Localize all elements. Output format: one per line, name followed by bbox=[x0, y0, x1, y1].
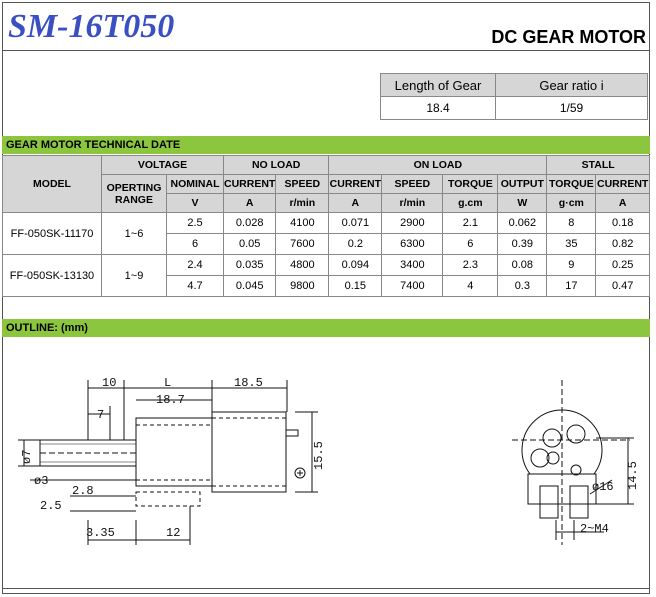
cell: 0.08 bbox=[498, 255, 547, 276]
gear-ratio-value: 1/59 bbox=[496, 97, 648, 120]
cell: 0.2 bbox=[329, 234, 382, 255]
cell: 0.05 bbox=[224, 234, 276, 255]
cell: 0.071 bbox=[329, 213, 382, 234]
unit-gcm-stall: g·cm bbox=[547, 194, 596, 213]
cell: 4 bbox=[443, 276, 498, 297]
unit-w: W bbox=[498, 194, 547, 213]
dim-2-8: 2.8 bbox=[72, 484, 94, 498]
model-name: FF-050SK-13130 bbox=[3, 255, 102, 297]
cell: 9 bbox=[547, 255, 596, 276]
model-range: 1~6 bbox=[102, 213, 167, 255]
gear-ratio-header: Gear ratio i bbox=[496, 74, 648, 97]
unit-v: V bbox=[167, 194, 224, 213]
cell: 2.4 bbox=[167, 255, 224, 276]
cell: 0.045 bbox=[224, 276, 276, 297]
tech-data-title: GEAR MOTOR TECHNICAL DATE bbox=[6, 139, 181, 151]
cell: 6 bbox=[443, 234, 498, 255]
model-range: 1~9 bbox=[102, 255, 167, 297]
cell: 2.5 bbox=[167, 213, 224, 234]
unit-a-onload: A bbox=[329, 194, 382, 213]
cell: 0.47 bbox=[596, 276, 650, 297]
unit-gcm-onload: g.cm bbox=[443, 194, 498, 213]
cell: 2.3 bbox=[443, 255, 498, 276]
cell: 0.82 bbox=[596, 234, 650, 255]
dim-18-7: 18.7 bbox=[156, 393, 185, 407]
cell: 9800 bbox=[276, 276, 329, 297]
cell: 7600 bbox=[276, 234, 329, 255]
nominal-header: NOMINAL bbox=[167, 175, 224, 194]
dim-12: 12 bbox=[166, 526, 181, 540]
side-view-labels bbox=[20, 376, 326, 540]
onload-current-header: CURRENT bbox=[329, 175, 382, 194]
cell: 0.18 bbox=[596, 213, 650, 234]
product-subtitle: DC GEAR MOTOR bbox=[491, 27, 646, 47]
end-view-labels bbox=[580, 461, 640, 536]
noload-header: NO LOAD bbox=[224, 156, 329, 175]
dim-phi3: ø3 bbox=[34, 474, 49, 488]
voltage-header: VOLTAGE bbox=[102, 156, 224, 175]
dim-14-5: 14.5 bbox=[626, 461, 640, 490]
cell: 7400 bbox=[382, 276, 443, 297]
onload-torque-header: TORQUE bbox=[443, 175, 498, 194]
cell: 2.1 bbox=[443, 213, 498, 234]
cell: 8 bbox=[547, 213, 596, 234]
product-title: SM-16T050 bbox=[8, 8, 175, 45]
dim-2-5: 2.5 bbox=[40, 499, 62, 513]
cell: 0.39 bbox=[498, 234, 547, 255]
unit-a-noload: A bbox=[224, 194, 276, 213]
stall-header: STALL bbox=[547, 156, 650, 175]
cell: 0.094 bbox=[329, 255, 382, 276]
onload-speed-header: SPEED bbox=[382, 175, 443, 194]
gear-length-value: 18.4 bbox=[381, 97, 496, 120]
dim-2-m4: 2~M4 bbox=[580, 522, 609, 536]
unit-rmin-onload: r/min bbox=[382, 194, 443, 213]
cell: 0.15 bbox=[329, 276, 382, 297]
gear-length-header: Length of Gear bbox=[381, 74, 496, 97]
unit-a-stall: A bbox=[596, 194, 650, 213]
cell: 3400 bbox=[382, 255, 443, 276]
model-name: FF-050SK-11170 bbox=[3, 213, 102, 255]
cell: 4.7 bbox=[167, 276, 224, 297]
dim-10: 10 bbox=[102, 376, 117, 390]
dim-3-35: 3.35 bbox=[86, 526, 115, 540]
noload-current-header: CURRENT bbox=[224, 175, 276, 194]
end-view bbox=[512, 380, 634, 545]
cell: 0.062 bbox=[498, 213, 547, 234]
dim-phi7: ø7 bbox=[20, 449, 34, 464]
cell: 0.035 bbox=[224, 255, 276, 276]
cell: 2900 bbox=[382, 213, 443, 234]
cell: 4800 bbox=[276, 255, 329, 276]
cell: 17 bbox=[547, 276, 596, 297]
outline-title: OUTLINE: (mm) bbox=[6, 322, 88, 334]
cell: 6300 bbox=[382, 234, 443, 255]
cell: 6 bbox=[167, 234, 224, 255]
onload-output-header: OUTPUT bbox=[498, 175, 547, 194]
cell: 4100 bbox=[276, 213, 329, 234]
dim-L: L bbox=[164, 376, 172, 390]
cell: 0.028 bbox=[224, 213, 276, 234]
dim-18-5: 18.5 bbox=[234, 376, 263, 390]
footer-divider bbox=[2, 588, 650, 589]
noload-speed-header: SPEED bbox=[276, 175, 329, 194]
cell: 0.25 bbox=[596, 255, 650, 276]
model-header: MODEL bbox=[3, 156, 102, 213]
stall-current-header: CURRENT bbox=[596, 175, 650, 194]
dim-15-5: 15.5 bbox=[312, 441, 326, 470]
cell: 0.3 bbox=[498, 276, 547, 297]
unit-rmin-noload: r/min bbox=[276, 194, 329, 213]
dim-7: 7 bbox=[97, 408, 105, 422]
cell: 35 bbox=[547, 234, 596, 255]
operating-range-header: OPERTING RANGE bbox=[102, 175, 167, 213]
onload-header: ON LOAD bbox=[329, 156, 547, 175]
stall-torque-header: TORQUE bbox=[547, 175, 596, 194]
dim-phi16: ø16 bbox=[592, 480, 614, 494]
